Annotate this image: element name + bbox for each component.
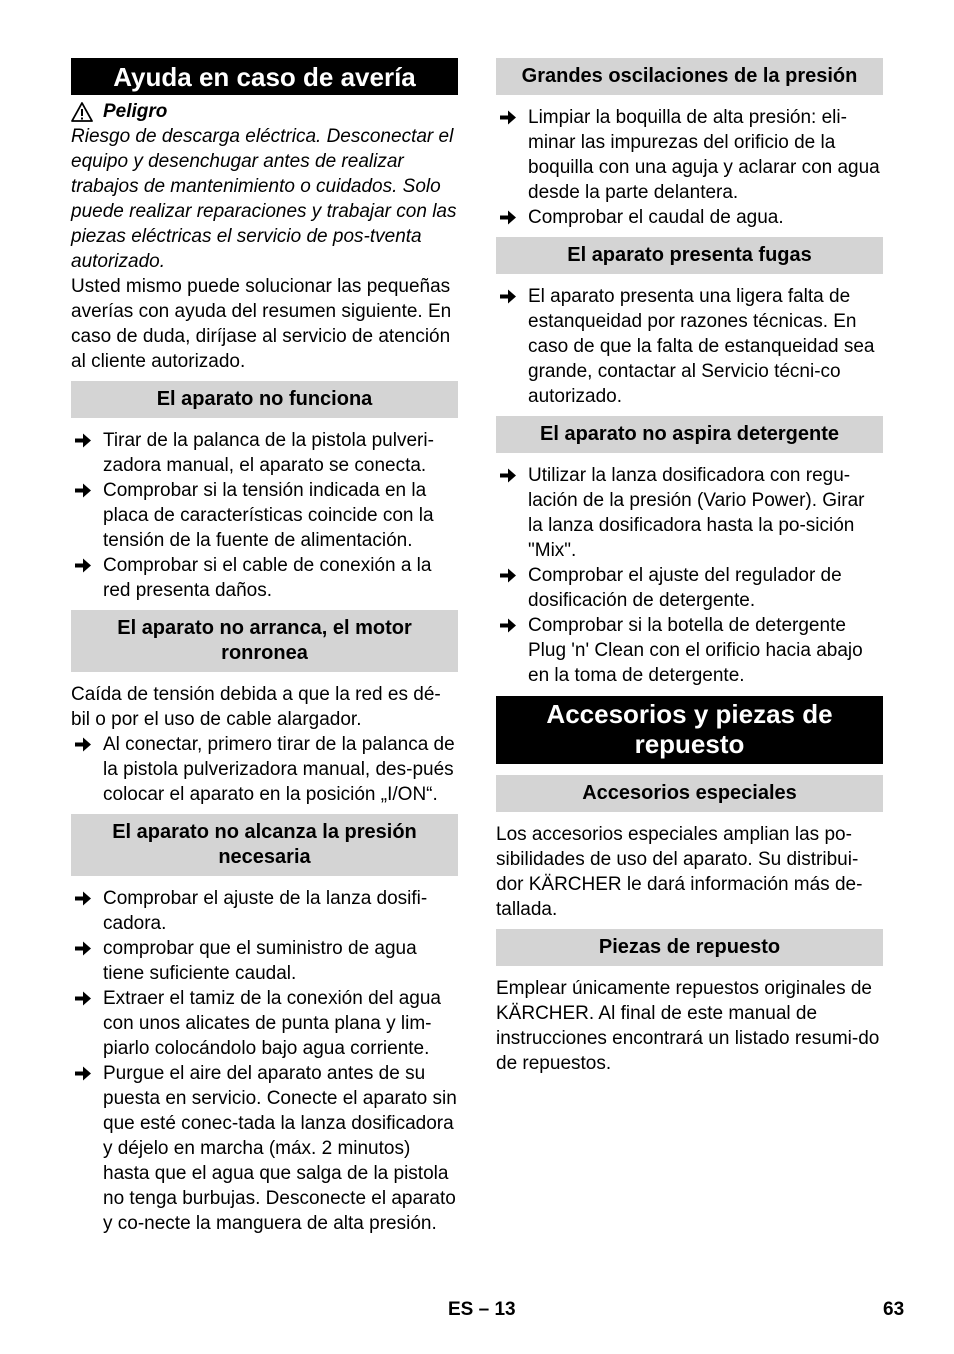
heading-presenta-fugas: El aparato presenta fugas bbox=[496, 237, 883, 274]
warning-triangle-icon bbox=[71, 102, 93, 122]
arrow-right-icon bbox=[73, 732, 93, 757]
list-item: Extraer el tamiz de la conexión del agua con unos alicates de punta plana y lim-piarlo colocándolo bajo agua corriente. bbox=[71, 986, 458, 1061]
list-item: Al conectar, primero tirar de la palanca de la pistola pulverizadora manual, des-pués colocar el aparato en la posición „I/ON“. bbox=[71, 732, 458, 807]
heading-no-funciona: El aparato no funciona bbox=[71, 381, 458, 418]
arrow-right-icon bbox=[73, 986, 93, 1011]
paragraph-accesorios: Los accesorios especiales amplian las po-sibilidades de uso del aparato. Su distribui-dor KÄRCHER le dará información más de-tallada. bbox=[496, 824, 863, 920]
heading-no-alcanza-presion: El aparato no alcanza la presión necesaria bbox=[71, 814, 458, 876]
warning-heading bbox=[71, 99, 458, 124]
list-item: Tirar de la palanca de la pistola pulveri-zadora manual, el aparato se conecta. bbox=[71, 428, 458, 478]
warning-label: Peligro bbox=[103, 101, 168, 122]
list-item: Comprobar el ajuste de la lanza dosifi-cadora. bbox=[71, 886, 458, 936]
right-column bbox=[496, 58, 883, 1076]
arrow-right-icon bbox=[73, 936, 93, 961]
list-item: Comprobar el caudal de agua. bbox=[496, 205, 883, 230]
list-item: Comprobar si la tensión indicada en la placa de características coincide con la tensión de la fuente de alimentación. bbox=[71, 478, 458, 553]
list-item: Comprobar si el cable de conexión a la red presenta daños. bbox=[71, 553, 458, 603]
footer-section-page: ES – 13 bbox=[448, 1299, 516, 1320]
heading-no-arranca: El aparato no arranca, el motor ronronea bbox=[71, 610, 458, 672]
arrow-right-icon bbox=[73, 553, 93, 578]
warning-text: Riesgo de descarga eléctrica. Desconectar el equipo y desenchugar antes de realizar trabajos de mantenimiento o cuidados. Solo puede realizar reparaciones y trabajar con las piezas eléctricas el servicio de pos-tventa autorizado. bbox=[71, 126, 457, 272]
list-item: comprobar que el suministro de agua tiene suficiente caudal. bbox=[71, 936, 458, 986]
paragraph-repuestos: Emplear únicamente repuestos originales de KÄRCHER. Al final de este manual de instrucciones encontrará un listado resumi-do de repuestos. bbox=[496, 978, 880, 1074]
heading-accesorios-especiales: Accesorios especiales bbox=[496, 775, 883, 812]
list-item: El aparato presenta una ligera falta de estanqueidad por razones técnicas. En caso de que la falta de estanqueidad sea grande, contactar al Servicio técni-co autorizado. bbox=[496, 284, 883, 409]
arrow-right-icon bbox=[73, 428, 93, 453]
list-item: Comprobar el ajuste del regulador de dosificación de detergente. bbox=[496, 563, 883, 613]
heading-piezas-repuesto: Piezas de repuesto bbox=[496, 929, 883, 966]
arrow-right-icon bbox=[498, 284, 518, 309]
intro-text: Usted mismo puede solucionar las pequeñas averías con ayuda del resumen siguiente. En caso de duda, diríjase al servicio de atención al cliente autorizado. bbox=[71, 276, 452, 372]
arrow-right-icon bbox=[498, 463, 518, 488]
arrow-right-icon bbox=[498, 613, 518, 638]
list-item: Limpiar la boquilla de alta presión: eli-minar las impurezas del orificio de la boquilla con una aguja y aclarar con agua desde la parte delantera. bbox=[496, 105, 883, 205]
heading-oscilaciones-presion: Grandes oscilaciones de la presión bbox=[496, 58, 883, 95]
list-item: Purgue el aire del aparato antes de su puesta en servicio. Conecte el aparato sin que esté conec-tada la lanza dosificadora y déjelo en marcha (máx. 2 minutos) hasta que el agua que salga de la pistola no tenga burbujas. Desconecte el aparato y co-necte la manguera de alta presión. bbox=[71, 1061, 458, 1236]
left-column bbox=[71, 58, 458, 1236]
paragraph-no-arranca: Caída de tensión debida a que la red es dé-bil o por el uso de cable alargador. bbox=[71, 684, 441, 730]
arrow-right-icon bbox=[498, 105, 518, 130]
footer-page-number: 63 bbox=[883, 1299, 905, 1320]
heading-no-aspira-detergente: El aparato no aspira detergente bbox=[496, 416, 883, 453]
list-item: Comprobar si la botella de detergente Plug 'n' Clean con el orificio hacia abajo en la toma de detergente. bbox=[496, 613, 883, 688]
list-item: Utilizar la lanza dosificadora con regu-lación de la presión (Vario Power). Girar la lanza dosificadora hasta la po-sición "Mix". bbox=[496, 463, 883, 563]
arrow-right-icon bbox=[73, 1061, 93, 1086]
arrow-right-icon bbox=[498, 205, 518, 230]
arrow-right-icon bbox=[498, 563, 518, 588]
arrow-right-icon bbox=[73, 478, 93, 503]
section-title-accessories: Accesorios y piezas de repuesto bbox=[496, 696, 883, 764]
arrow-right-icon bbox=[73, 886, 93, 911]
section-title-troubleshooting: Ayuda en caso de avería bbox=[71, 58, 458, 95]
